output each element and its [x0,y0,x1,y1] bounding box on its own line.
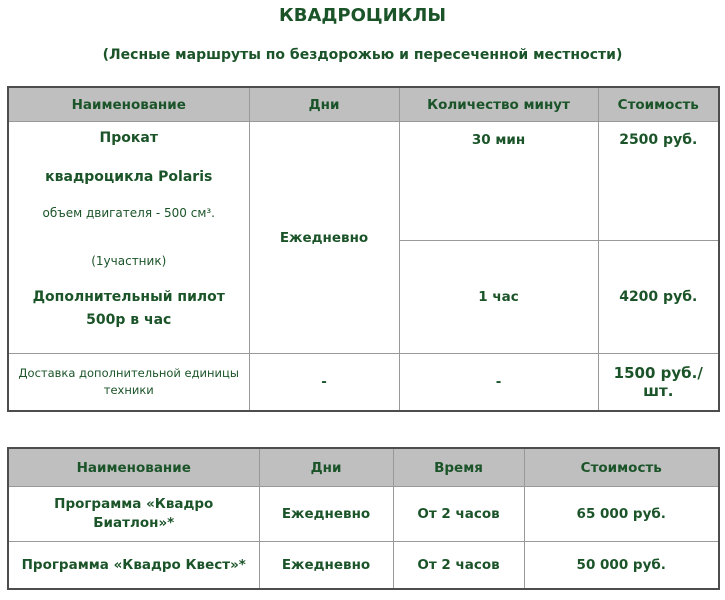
page-title: КВАДРОЦИКЛЫ [279,5,446,26]
delivery-name-cell [8,354,249,412]
rental-table-header-row [8,87,719,122]
programs-table-header-row [8,448,719,487]
rental-name-line-6: 500р в час [86,312,172,328]
rental-option2-price: 4200 руб. [598,241,719,354]
program2-time-cell: От 2 часов [393,542,524,590]
rental-name-line-5: Дополнительный пилот [32,289,225,305]
rental-name-cell [8,122,249,354]
program2-price-cell: 50 000 руб. [524,542,719,590]
program1-name-line-1: Программа «Квадро [54,496,214,512]
rental-name-line-3: объем двигателя - 500 см³. [42,206,215,220]
programs-header-price: Стоимость [524,448,719,487]
rental-header-price: Стоимость [598,87,719,122]
page-subtitle: (Лесные маршруты по бездорожью и пересеченной местности) [102,47,623,63]
rental-main-row [8,122,719,241]
delivery-days-cell: - [249,354,399,412]
delivery-name-line-2: техники [103,383,154,397]
programs-header-days: Дни [259,448,393,487]
rental-header-minutes: Количество минут [399,87,598,122]
rental-option1-price: 2500 руб. [598,122,719,241]
delivery-minutes-cell: - [399,354,598,412]
program-row-biathlon [8,487,719,542]
programs-header-time: Время [393,448,524,487]
program1-name-line-2: Биатлон»* [93,515,175,531]
program1-days-cell: Ежедневно [259,487,393,542]
rental-days-cell: Ежедневно [249,122,399,354]
delivery-name-line-1: Доставка дополнительной единицы [18,366,239,380]
rental-name-line-1: Прокат [99,130,158,146]
programs-table [7,447,720,590]
programs-header-name: Наименование [8,448,259,487]
rental-option1-duration: 30 мин [399,122,598,241]
rental-header-days: Дни [249,87,399,122]
rental-name-line-2: квадроцикла Polaris [45,169,213,185]
program2-days-cell: Ежедневно [259,542,393,590]
rental-name-line-4: (1участник) [91,254,167,268]
rental-header-name: Наименование [8,87,249,122]
delivery-row [8,354,719,412]
program2-name-line-1: Программа «Квадро Квест»* [21,556,246,573]
program1-name-cell [8,487,259,542]
program1-time-cell: От 2 часов [393,487,524,542]
program-row-quest [8,542,719,590]
program2-name-cell [8,542,259,590]
program1-price-cell: 65 000 руб. [524,487,719,542]
rental-option2-duration: 1 час [399,241,598,354]
rental-table [7,86,720,412]
delivery-price-cell: 1500 руб./ шт. [598,354,719,412]
